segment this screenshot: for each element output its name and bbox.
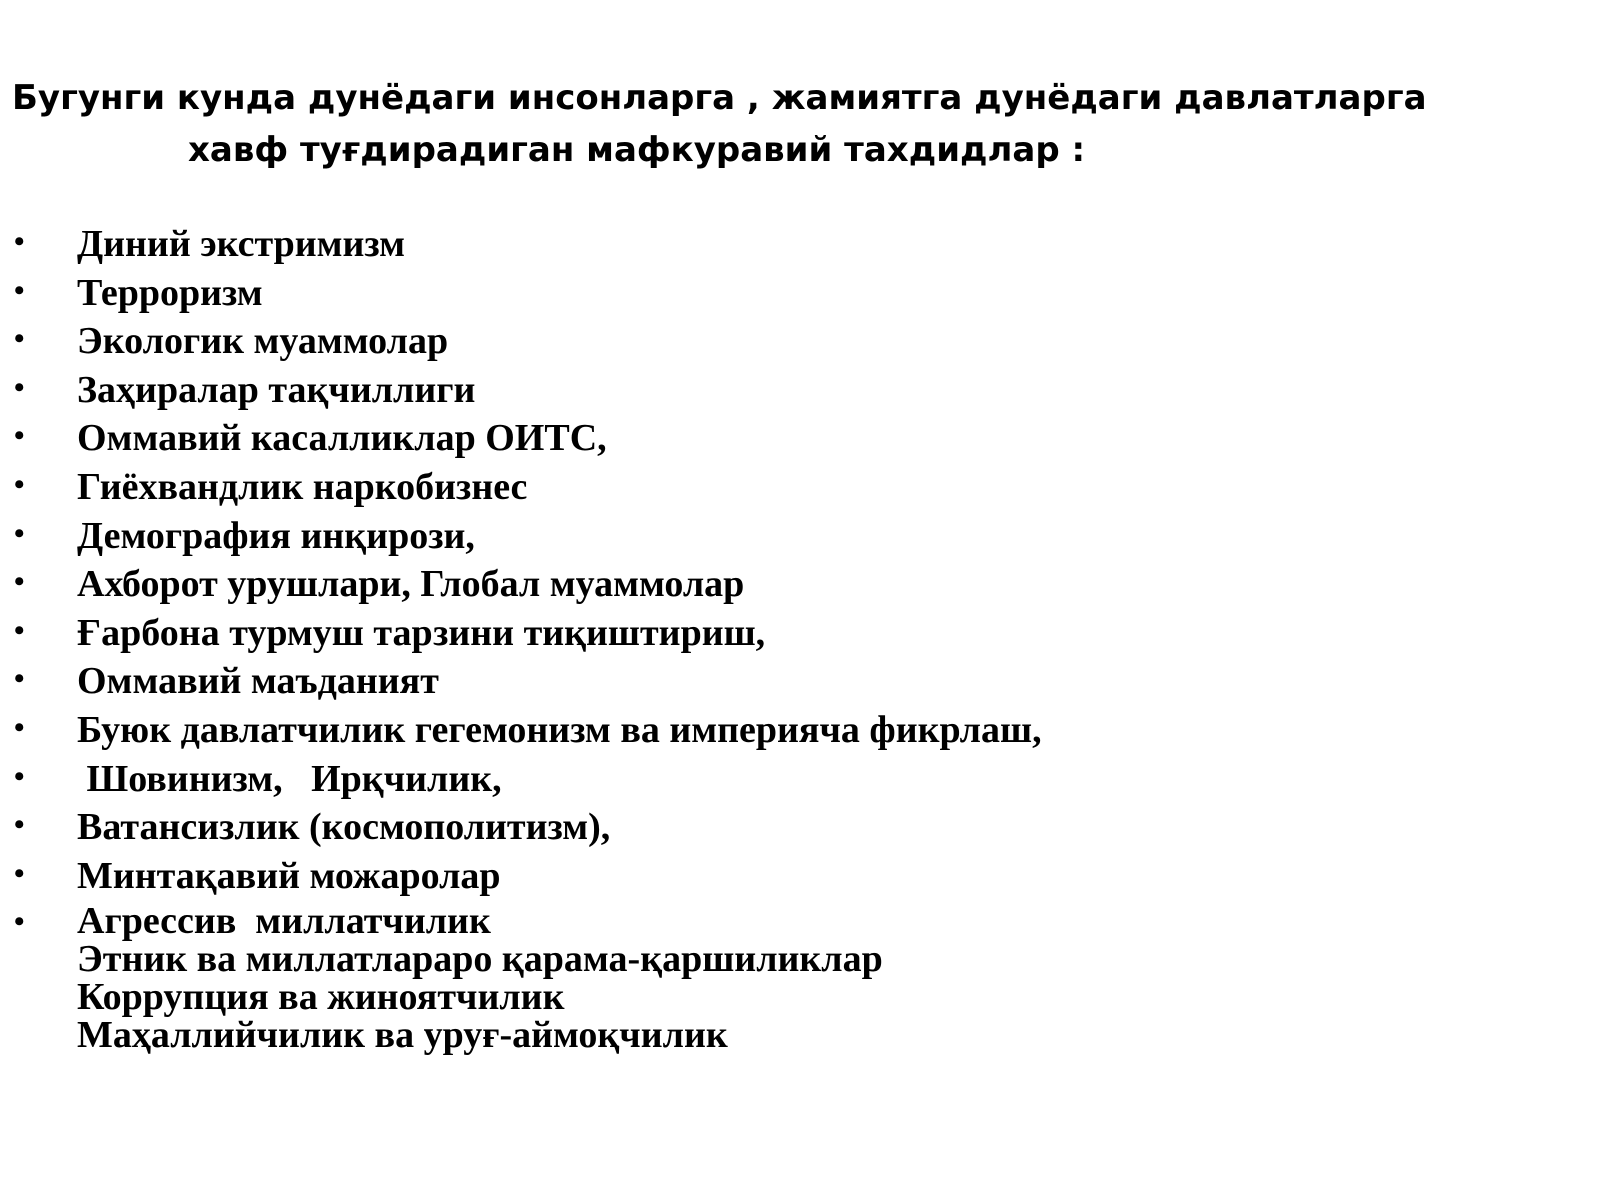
- list-item: [0, 659, 1400, 708]
- bullet-icon: •: [14, 808, 25, 842]
- list-item-label: Буюк давлатчилик гегемонизм ва империяча фикрлаш,: [77, 708, 1042, 751]
- bullet-icon: •: [14, 516, 25, 550]
- list-item-line-2: Этник ва миллатлараро қарама-қаршиликлар: [77, 938, 883, 981]
- list-item: [0, 708, 1400, 757]
- bullet-icon: •: [14, 710, 25, 744]
- bullet-icon: •: [14, 565, 25, 599]
- bullet-icon: •: [14, 273, 25, 307]
- list-item: [0, 465, 1400, 514]
- bullet-icon: •: [14, 467, 25, 501]
- bullet-icon: •: [14, 662, 25, 696]
- list-item-label: Оммавий маъданият: [77, 660, 439, 703]
- list-item-line-4: Маҳаллийчилик ва уруғ-аймоқчилик: [77, 1014, 728, 1057]
- list-item: [0, 562, 1400, 611]
- title-line-2: хавф туғдирадиган мафкуравий тахдидлар :: [188, 130, 1086, 170]
- list-item: [0, 319, 1400, 368]
- list-item-label: Диний экстримизм: [77, 223, 406, 265]
- bullet-icon: •: [14, 613, 25, 647]
- list-item-label: Терроризм: [77, 271, 263, 314]
- list-item-label: Экологик муаммолар: [77, 320, 449, 363]
- list-item-line-1: Агрессив миллатчилик: [77, 900, 491, 943]
- list-item: [0, 854, 1400, 903]
- list-item-label: Минтақавий можаролар: [77, 854, 501, 897]
- list-item: [0, 368, 1400, 417]
- title-line-1: Бугунги кунда дунёдаги инсонларга , жамиятга дунёдаги давлатларга: [12, 78, 1427, 118]
- list-item: [0, 271, 1400, 320]
- list-item: [0, 757, 1400, 806]
- list-item: [0, 416, 1400, 465]
- bullet-icon: •: [14, 225, 25, 258]
- list-item-label: Ахборот урушлари, Глобал муаммолар: [77, 563, 745, 606]
- list-item-line-3: Коррупция ва жиноятчилик: [77, 976, 565, 1019]
- list-item-label: Гиёхвандлик наркобизнес: [77, 465, 528, 508]
- list-item-label: Демография инқирози,: [77, 514, 475, 557]
- bullet-icon: •: [14, 905, 25, 939]
- bullet-icon: •: [14, 856, 25, 890]
- list-item-label: Ғарбона турмуш тарзини тиқиштириш,: [77, 611, 766, 654]
- list-item-multiline: [0, 900, 1400, 1057]
- list-item: [0, 514, 1400, 563]
- list-item-label: Заҳиралар тақчиллиги: [77, 368, 476, 411]
- list-item: [0, 611, 1400, 660]
- list-item-label: Ватансизлик (космополитизм),: [77, 806, 611, 849]
- bullet-icon: •: [14, 322, 25, 356]
- list-item: [0, 805, 1400, 854]
- list-item-label: Оммавий касалликлар ОИТС,: [77, 417, 607, 460]
- list-item-label: Шовинизм, Ирқчилик,: [77, 757, 502, 800]
- slide-title: [12, 72, 1452, 176]
- list-item: [0, 222, 1400, 271]
- bullet-icon: •: [14, 419, 25, 453]
- bullet-icon: •: [14, 759, 25, 793]
- threat-list: [0, 222, 1400, 1057]
- bullet-icon: •: [14, 370, 25, 404]
